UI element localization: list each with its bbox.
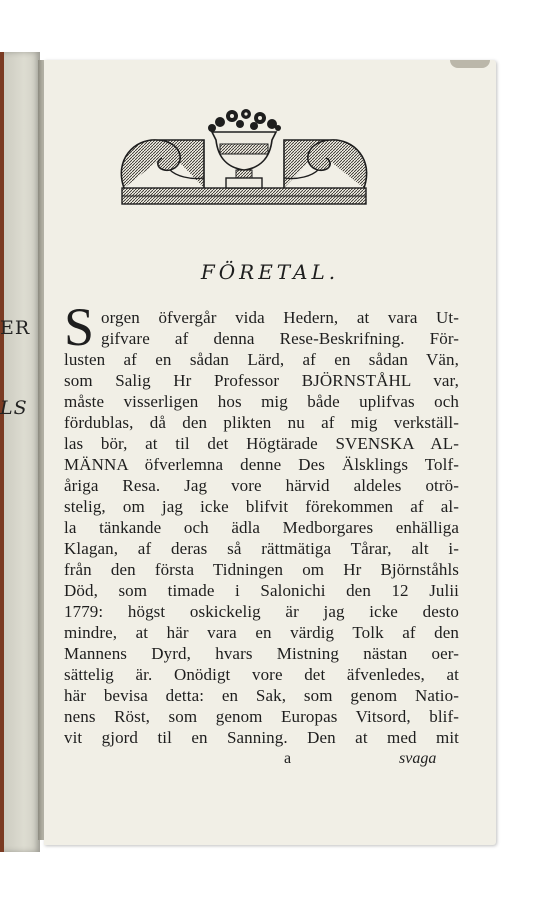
facing-page xyxy=(0,52,40,852)
text-line: som Salig Hr Professor BJÖRNSTÅHL var, xyxy=(64,371,459,390)
text-line: Klagan, af deras så rättmätiga Tårar, alt i- xyxy=(64,539,459,558)
book-cover-edge xyxy=(0,52,4,852)
text-line: MÄNNA öfverlemna denne Des Älsklings Tolf- xyxy=(64,455,459,474)
text-line: sättelig är. Onödigt vore det äfvenledes, at xyxy=(64,665,459,684)
page-title: FÖRETAL. xyxy=(200,260,340,284)
text-line: åriga Resa. Jag vore härvid aldeles otrö- xyxy=(64,476,459,495)
urn-ornament xyxy=(114,100,374,212)
text-line: mindre, at här vara en värdig Tolk af den xyxy=(64,623,459,642)
text-line: las bör, at til det Högtärade SVENSKA AL- xyxy=(64,434,459,453)
text-line: nens Röst, som genom Europas Vitsord, blif- xyxy=(64,707,459,726)
signature-mark: a xyxy=(284,750,292,767)
book-page xyxy=(44,60,496,845)
text-line: lusten af en sådan Lärd, af en sådan Vän, xyxy=(64,350,459,369)
text-line: la tänkande och ädla Medborgares enhälliga xyxy=(64,518,459,537)
text-line: Död, som timade i Salonichi den 12 Julii xyxy=(64,581,459,600)
text-line: Mannens Dyrd, hvars Mistning nästan oer- xyxy=(64,644,459,663)
text-line: stelig, om jag icke blifvit förekommen af al- xyxy=(64,497,459,516)
text-line: vit gjord til en Sanning. Den at med mit xyxy=(64,728,459,747)
text-line: måste visserligen hos mig både uplifvas och xyxy=(64,392,459,411)
catchword: svaga xyxy=(399,750,437,767)
page-stain xyxy=(450,60,490,68)
text-line: från den första Tidningen om Hr Björnståhls xyxy=(64,560,459,579)
text-line: här bevisa detta: en Sak, som genom Natio- xyxy=(64,686,459,705)
text-line: fördublas, då den plikten nu af mig verkställ- xyxy=(64,413,459,432)
text-line: orgen öfvergår vida Hedern, at vara Ut- xyxy=(101,308,459,327)
text-line: gifvare af denna Rese-Beskrifning. För- xyxy=(101,329,459,348)
drop-cap: S xyxy=(64,297,95,357)
facing-page-fragment: ER xyxy=(0,317,31,339)
facing-page-fragment: LS xyxy=(0,397,28,419)
text-line: 1779: högst oskickelig är jag icke desto xyxy=(64,602,459,621)
